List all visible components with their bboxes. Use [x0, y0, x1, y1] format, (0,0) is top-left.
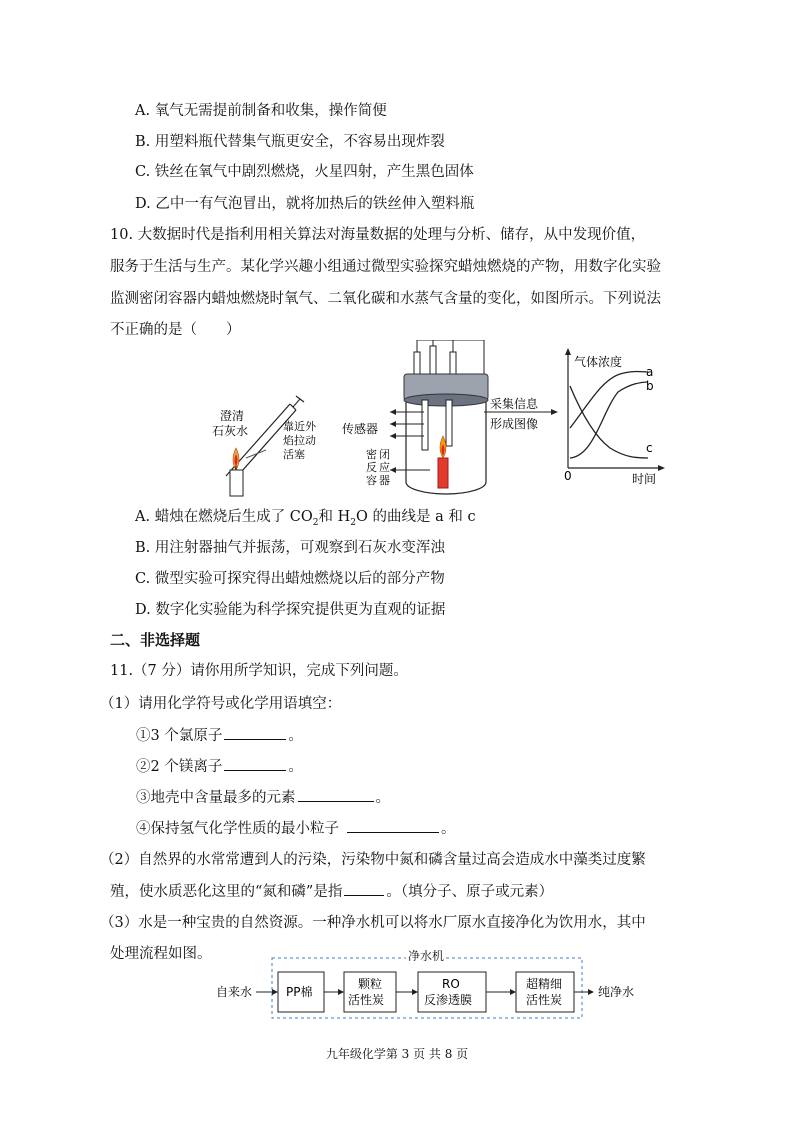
answer-blank-1[interactable] [224, 725, 286, 740]
answer-blank-3[interactable] [298, 787, 374, 802]
syringe-note-2: 焰拉动 [283, 434, 316, 447]
sensor-label: 传感器 [342, 422, 379, 436]
q11-part3-line1: （3）水是一种宝贵的自然资源。一种净水机可以将水厂原水直接净化为饮用水，其中 [100, 915, 646, 931]
answer-blank-5[interactable] [344, 881, 384, 896]
q10-option-c: C. 微型实验可探究得出蜡烛燃烧以后的部分产物 [135, 571, 445, 587]
q11-part2-line1: （2）自然界的水常常遭到人的污染，污染物中氮和磷含量过高会造成水中藻类过度繁 [100, 852, 646, 868]
q10-stem-line1: 10. 大数据时代是指利用相关算法对海量数据的处理与分析、储存，从中发现价值， [110, 227, 646, 243]
graph-x-axis-label: 时间 [632, 472, 657, 486]
q10-stem-line4: 不正确的是（ ） [110, 322, 241, 338]
step4-label-2: 活性炭 [526, 993, 563, 1007]
q9-option-b: B. 用塑料瓶代替集气瓶更安全，不容易出现炸裂 [135, 134, 445, 150]
q11-item-2: ②2 个镁离子 。 [136, 756, 303, 777]
container-label-6: 器 [379, 474, 390, 487]
q9-option-a: A. 氧气无需提前制备和收集，操作简便 [135, 103, 387, 119]
q11-part3-line2: 处理流程如图。 [110, 946, 212, 962]
q9-option-c: C. 铁丝在氧气中剧烈燃烧，火星四射，产生黑色固体 [135, 164, 474, 180]
q10-experiment-figure [190, 340, 670, 502]
curve-b-label: b [646, 379, 654, 393]
container-label-1: 密 [366, 448, 377, 461]
container-label-3: 反 [366, 461, 377, 474]
purifier-title: 净水机 [408, 949, 445, 963]
graph-y-axis-label: 气体浓度 [574, 355, 623, 369]
limewater-label-2: 石灰水 [212, 424, 249, 438]
q10-option-b: B. 用注射器抽气并振荡，可观察到石灰水变浑浊 [135, 540, 445, 556]
step3-label-1: RO [442, 977, 460, 991]
q10-stem-line2: 服务于生活与生产。某化学兴趣小组通过微型实验探究蜡烛燃烧的产物，用数字化实验 [110, 259, 661, 275]
step2-label-1: 颗粒 [358, 977, 383, 991]
collect-label-2: 形成图像 [490, 417, 539, 431]
output-label: 纯净水 [598, 985, 635, 999]
q10-option-a: A. 蜡烛在燃烧后生成了 $CO_2$和 $H_2O$ 的曲线是 a 和 c [135, 509, 476, 528]
syringe-note-3: 活塞 [283, 448, 305, 461]
step3-label-2: 反渗透膜 [424, 993, 473, 1007]
curve-a [570, 372, 648, 429]
curve-c-label: c [646, 441, 653, 455]
q11-part1: （1）请用化学符号或化学用语填空： [100, 696, 342, 712]
step4-label-1: 超精细 [526, 977, 563, 991]
q11-intro: 11.（7 分）请你用所学知识，完成下列问题。 [110, 663, 408, 679]
q11-part2-line2: 殖，使水质恶化这里的“氮和磷”是指 。（填分子、原子或元素） [110, 881, 553, 902]
collect-label-1: 采集信息 [490, 397, 539, 411]
step1-label: PP棉 [286, 985, 313, 999]
answer-blank-4[interactable] [347, 818, 439, 833]
container-label-4: 应 [379, 461, 390, 474]
container-label-5: 容 [366, 474, 377, 487]
water-purifier-flowchart [210, 944, 650, 1022]
container-label-2: 闭 [379, 448, 390, 461]
q11-item-4: ④保持氢气化学性质的最小粒子 。 [136, 818, 456, 839]
graph-origin-label: 0 [564, 469, 572, 483]
q10-option-d: D. 数字化实验能为科学探究提供更为直观的证据 [135, 602, 446, 618]
page-footer: 九年级化学第 3 页 共 8 页 [325, 1047, 469, 1061]
q11-item-1: ①3 个氯原子 。 [136, 725, 303, 746]
section-2-title: 二、非选择题 [110, 631, 201, 649]
curve-c [570, 386, 648, 458]
answer-blank-2[interactable] [224, 756, 286, 771]
syringe-note-1: 靠近外 [283, 420, 316, 433]
curve-a-label: a [646, 365, 654, 379]
q11-item-3: ③地壳中含量最多的元素 。 [136, 787, 390, 808]
q10-stem-line3: 监测密闭容器内蜡烛燃烧时氧气、二氧化碳和水蒸气含量的变化，如图所示。下列说法 [110, 291, 661, 307]
limewater-label-1: 澄清 [220, 409, 245, 423]
q9-option-d: D. 乙中一有气泡冒出，就将加热后的铁丝伸入塑料瓶 [135, 196, 475, 212]
step2-label-2: 活性炭 [348, 993, 385, 1007]
input-label: 自来水 [216, 985, 253, 999]
